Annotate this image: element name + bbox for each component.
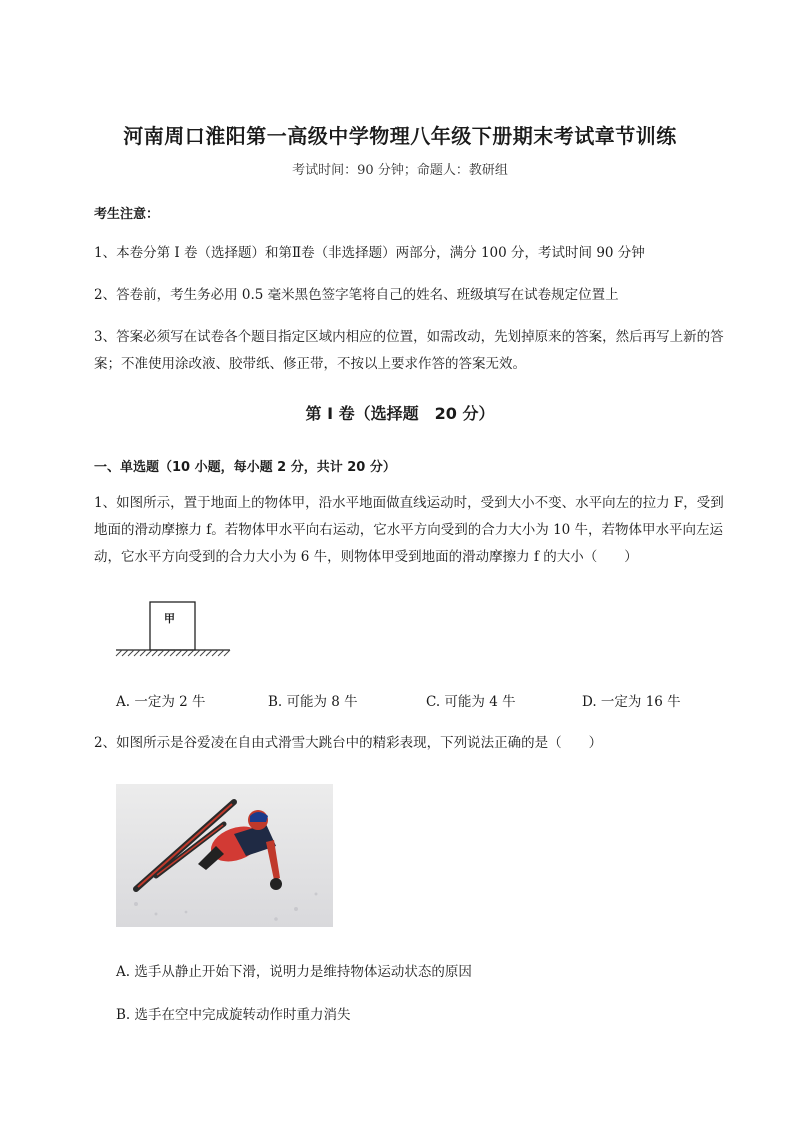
notice-item-1: 1、本卷分第 I 卷（选择题）和第Ⅱ卷（非选择题）两部分，满分 100 分，考试时间 90 分钟 bbox=[94, 245, 645, 261]
skier-image bbox=[116, 784, 333, 927]
exam-info: 考试时间：90 分钟；命题人：教研组 bbox=[292, 163, 508, 178]
question-1-option-b[interactable]: B. 可能为 8 牛 bbox=[268, 694, 358, 710]
question-2-photo bbox=[116, 784, 333, 927]
question-type-heading: 一、单选题（10 小题，每小题 2 分，共计 20 分） bbox=[94, 460, 396, 475]
question-2-option-b[interactable]: B. 选手在空中完成旋转动作时重力消失 bbox=[116, 1007, 351, 1023]
question-1-option-a[interactable]: A. 一定为 2 牛 bbox=[116, 694, 206, 710]
question-1-text: 1、如图所示，置于地面上的物体甲，沿水平地面做直线运动时，受到大小不变、水平向左的拉力 F，受到地面的滑动摩擦力 f。若物体甲水平向右运动，它水平方向受到的合力大小为 10 牛，若物体甲水平向左运动，它水平方向受到的合力大小为 6 牛，则物体甲受到地面的滑动摩擦力 f 的大小（ ） bbox=[94, 495, 724, 565]
block-on-ground-diagram bbox=[114, 598, 232, 662]
notice-item-3: 3、答案必须写在试卷各个题目指定区域内相应的位置，如需改动，先划掉原来的答案，然后再写上新的答案；不准使用涂改液、胶带纸、修正带，不按以上要求作答的答案无效。 bbox=[94, 329, 724, 372]
question-2-option-a[interactable]: A. 选手从静止开始下滑，说明力是维持物体运动状态的原因 bbox=[116, 964, 472, 980]
block-label: 甲 bbox=[164, 612, 175, 625]
question-1-option-c[interactable]: C. 可能为 4 牛 bbox=[426, 694, 516, 710]
question-2-text: 2、如图所示是谷爱凌在自由式滑雪大跳台中的精彩表现，下列说法正确的是（ ） bbox=[94, 735, 603, 751]
notice-item-2: 2、答卷前，考生务必用 0.5 毫米黑色签字笔将自己的姓名、班级填写在试卷规定位置上 bbox=[94, 287, 619, 303]
question-1-option-d[interactable]: D. 一定为 16 牛 bbox=[582, 694, 681, 710]
section-title: 第 I 卷（选择题 20 分） bbox=[305, 404, 495, 423]
page-title: 河南周口淮阳第一高级中学物理八年级下册期末考试章节训练 bbox=[123, 124, 677, 148]
question-1-figure bbox=[114, 598, 232, 662]
notice-heading: 考生注意： bbox=[94, 207, 160, 222]
